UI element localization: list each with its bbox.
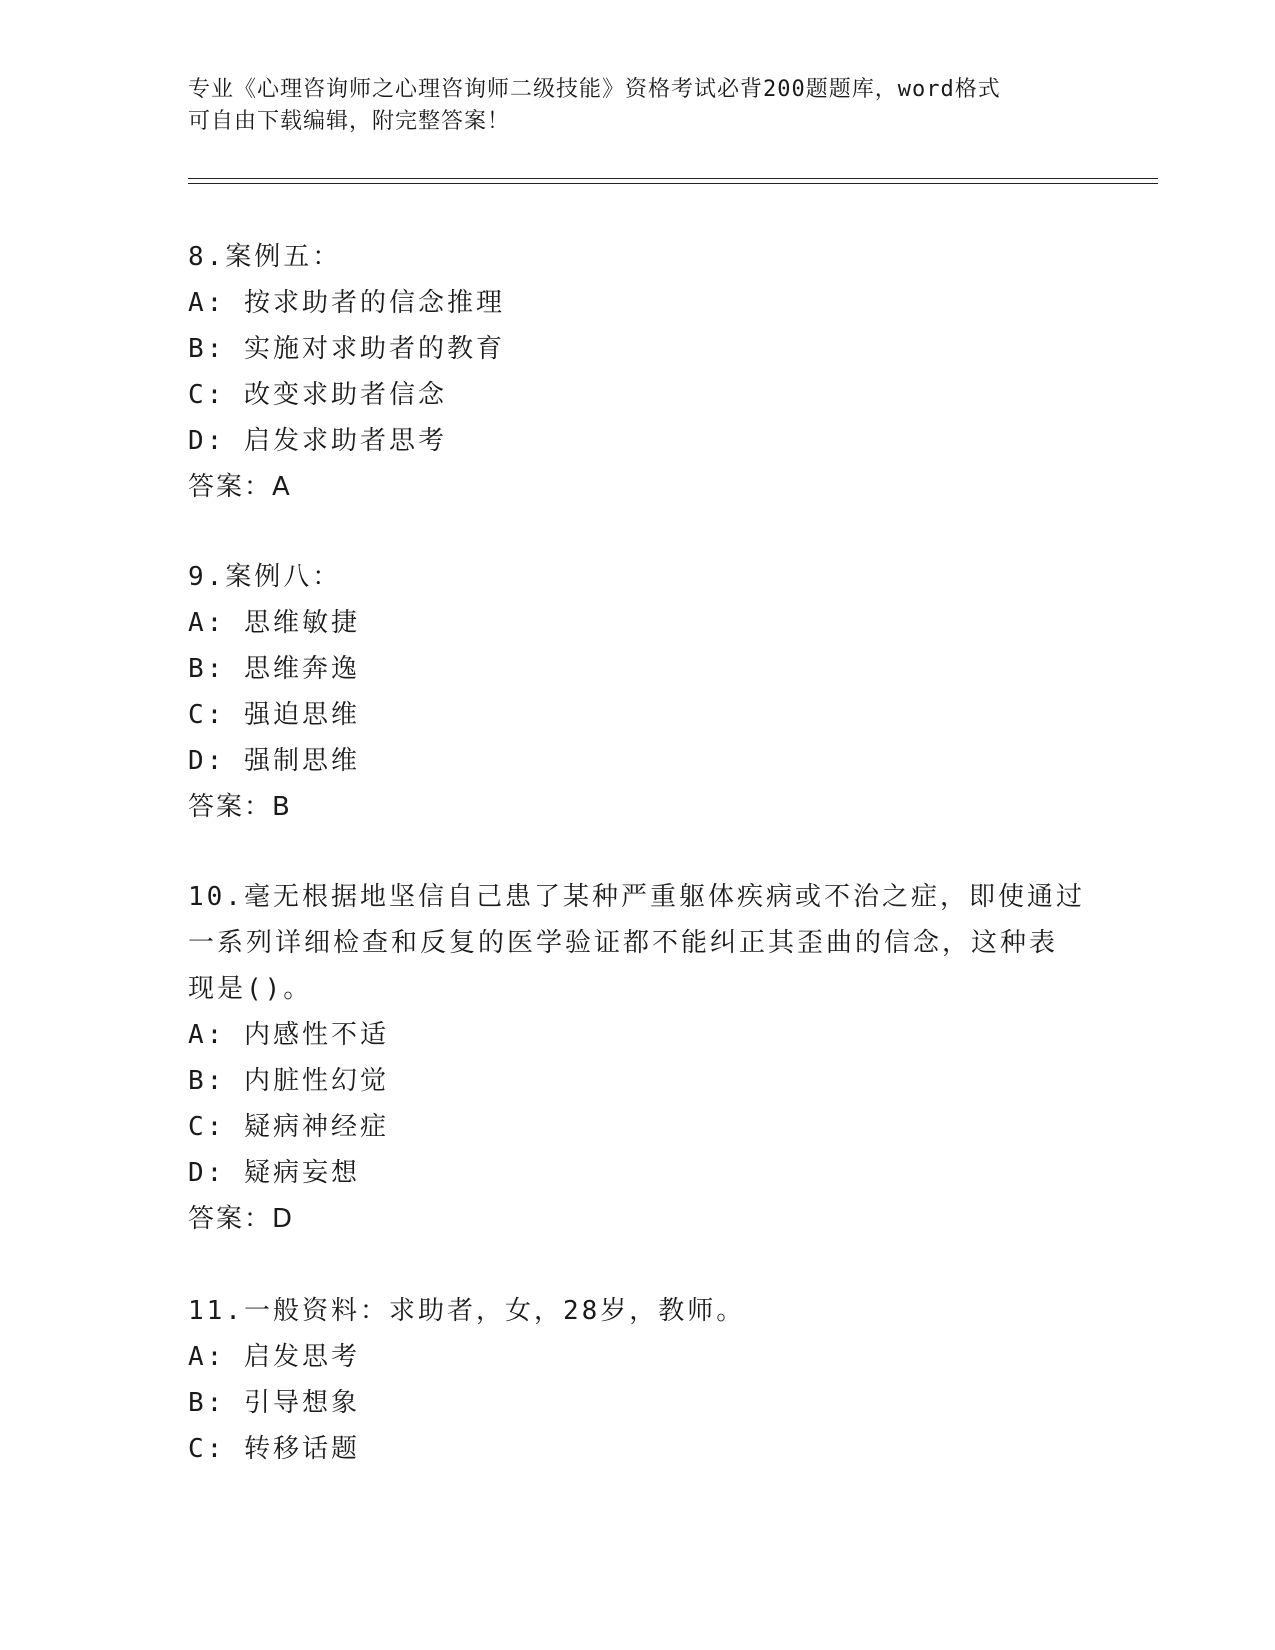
option-a: A: 内感性不适: [188, 1020, 389, 1050]
option-a: A: 启发思考: [188, 1342, 360, 1372]
question-stem-line-3: 现是()。: [188, 974, 313, 1004]
option-c: C: 疑病神经症: [188, 1112, 389, 1142]
header-divider-top: [188, 178, 1158, 179]
option-d: D: 启发求助者思考: [188, 426, 447, 456]
option-b: B: 思维奔逸: [188, 654, 360, 684]
question-10: [188, 874, 1088, 1242]
answer-line: 答案：B: [188, 792, 292, 822]
option-b: B: 引导想象: [188, 1388, 360, 1418]
header-line-1: 专业《心理咨询师之心理咨询师二级技能》资格考试必背200题题库，word格式: [188, 77, 1001, 102]
option-c: C: 改变求助者信念: [188, 380, 447, 410]
question-stem-line-1: 10.毫无根据地坚信自己患了某种严重躯体疾病或不治之症，即使通过: [188, 882, 1085, 912]
option-c: C: 转移话题: [188, 1434, 360, 1464]
question-11: [188, 1288, 1088, 1472]
answer-line: 答案：D: [188, 1204, 295, 1234]
question-stem: 11.一般资料：求助者，女，28岁，教师。: [188, 1296, 746, 1326]
question-8: [188, 234, 1088, 510]
question-stem-line-2: 一系列详细检查和反复的医学验证都不能纠正其歪曲的信念，这种表: [188, 928, 1059, 958]
option-b: B: 实施对求助者的教育: [188, 334, 505, 364]
option-b: B: 内脏性幻觉: [188, 1066, 389, 1096]
header-divider-bottom: [188, 183, 1158, 184]
option-c: C: 强迫思维: [188, 700, 360, 730]
option-a: A: 思维敏捷: [188, 608, 360, 638]
question-stem: 8.案例五：: [188, 242, 342, 272]
answer-line: 答案：A: [188, 472, 292, 502]
question-stem: 9.案例八：: [188, 562, 342, 592]
document-header: [188, 74, 1068, 138]
option-d: D: 疑病妄想: [188, 1158, 360, 1188]
option-d: D: 强制思维: [188, 746, 360, 776]
option-a: A: 按求助者的信念推理: [188, 288, 505, 318]
header-line-2: 可自由下载编辑，附完整答案！: [188, 109, 511, 134]
question-9: [188, 554, 1088, 830]
